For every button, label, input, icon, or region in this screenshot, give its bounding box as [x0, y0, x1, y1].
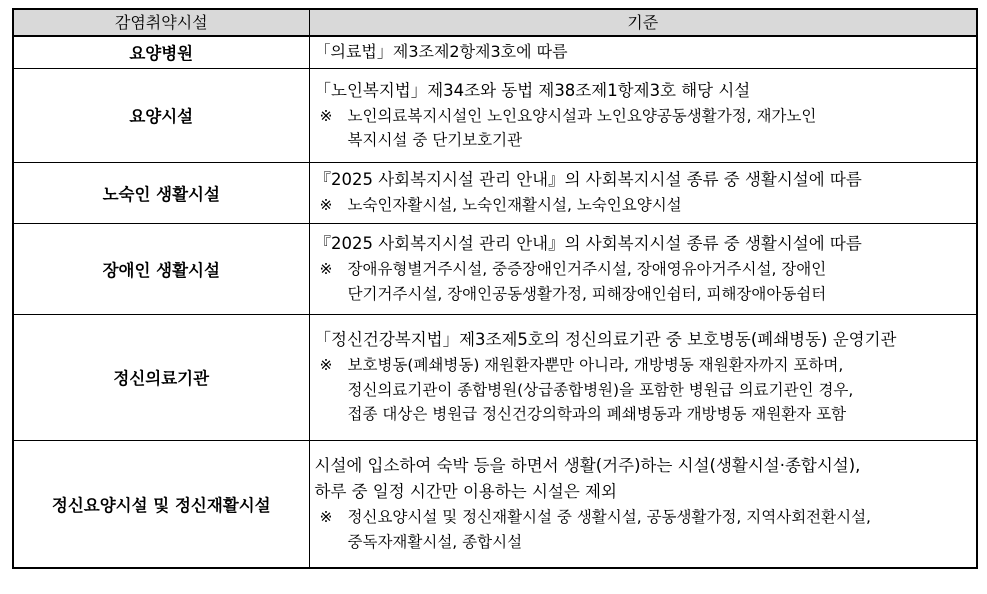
note-line: 단기거주시설, 장애인공동생활가정, 피해장애인쉼터, 피해장애아동쉼터	[347, 284, 827, 303]
table-row	[13, 314, 977, 440]
facility-criteria-table	[12, 8, 978, 569]
table-row	[13, 68, 977, 162]
note-line: 정신의료기관이 종합병원(상급종합병원)을 포함한 병원급 의료기관인 경우,	[347, 380, 854, 399]
note-mark: ※	[319, 106, 333, 125]
criteria-note	[315, 353, 973, 427]
criteria-main-line: 「정신건강복지법」제3조제5호의 정신의료기관 중 보호병동(폐쇄병동) 운영기관	[314, 330, 897, 350]
note-line: 복지시설 중 단기보호기관	[347, 131, 523, 149]
note-line: 노인의료복지시설인 노인요양시설과 노인요양공동생활가정, 재가노인	[347, 106, 817, 125]
note-mark: ※	[319, 196, 333, 215]
criteria-note	[315, 193, 973, 218]
note-mark: ※	[319, 508, 333, 527]
header-facility: 감염취약시설	[13, 9, 309, 36]
facility-name: 정신의료기관	[13, 314, 309, 440]
criteria-main-line: 『2025 사회복지시설 관리 안내』의 사회복지시설 종류 중 생활시설에 따름	[314, 234, 862, 253]
note-mark: ※	[319, 260, 333, 278]
criteria-cell	[309, 440, 977, 568]
criteria-note	[315, 104, 973, 153]
criteria-main-line: 하루 중 일정 시간만 이용하는 시설은 제외	[314, 482, 617, 502]
criteria-cell	[309, 162, 977, 223]
note-line: 정신요양시설 및 정신재활시설 중 생활시설, 공동생활가정, 지역사회전환시설,	[347, 508, 871, 527]
criteria-cell	[309, 68, 977, 162]
criteria-note	[315, 257, 973, 306]
table-row	[13, 440, 977, 568]
criteria-note	[315, 505, 973, 554]
criteria-main-line: 시설에 입소하여 숙박 등을 하면서 생활(거주)하는 시설(생활시설·종합시설),	[314, 456, 861, 476]
note-mark: ※	[319, 356, 333, 375]
table-row	[13, 36, 977, 68]
facility-name: 정신요양시설 및 정신재활시설	[13, 440, 309, 568]
table-row	[13, 223, 977, 314]
note-line: 장애유형별거주시설, 중증장애인거주시설, 장애영유아거주시설, 장애인	[347, 260, 827, 278]
facility-name: 장애인 생활시설	[13, 223, 309, 314]
criteria-cell	[309, 36, 977, 68]
criteria-cell	[309, 314, 977, 440]
criteria-main-line: 『2025 사회복지시설 관리 안내』의 사회복지시설 종류 중 생활시설에 따름	[314, 170, 862, 190]
table-header-row	[13, 9, 977, 36]
header-criteria: 기준	[309, 9, 977, 36]
note-line: 중독자재활시설, 종합시설	[347, 532, 523, 551]
facility-name: 요양병원	[13, 36, 309, 68]
table-row	[13, 162, 977, 223]
note-line: 접종 대상은 병원급 정신건강의학과의 폐쇄병동과 개방병동 재원환자 포함	[347, 405, 847, 424]
criteria-main-line: 「의료법」제3조제2항제3호에 따름	[314, 42, 568, 61]
criteria-cell	[309, 223, 977, 314]
facility-name: 노숙인 생활시설	[13, 162, 309, 223]
note-line: 노숙인자활시설, 노숙인재활시설, 노숙인요양시설	[347, 196, 682, 215]
note-line: 보호병동(폐쇄병동) 재원환자뿐만 아니라, 개방병동 재원환자까지 포하며,	[347, 356, 844, 375]
criteria-main-line: 「노인복지법」제34조와 동법 제38조제1항제3호 해당 시설	[314, 80, 751, 100]
facility-name: 요양시설	[13, 68, 309, 162]
